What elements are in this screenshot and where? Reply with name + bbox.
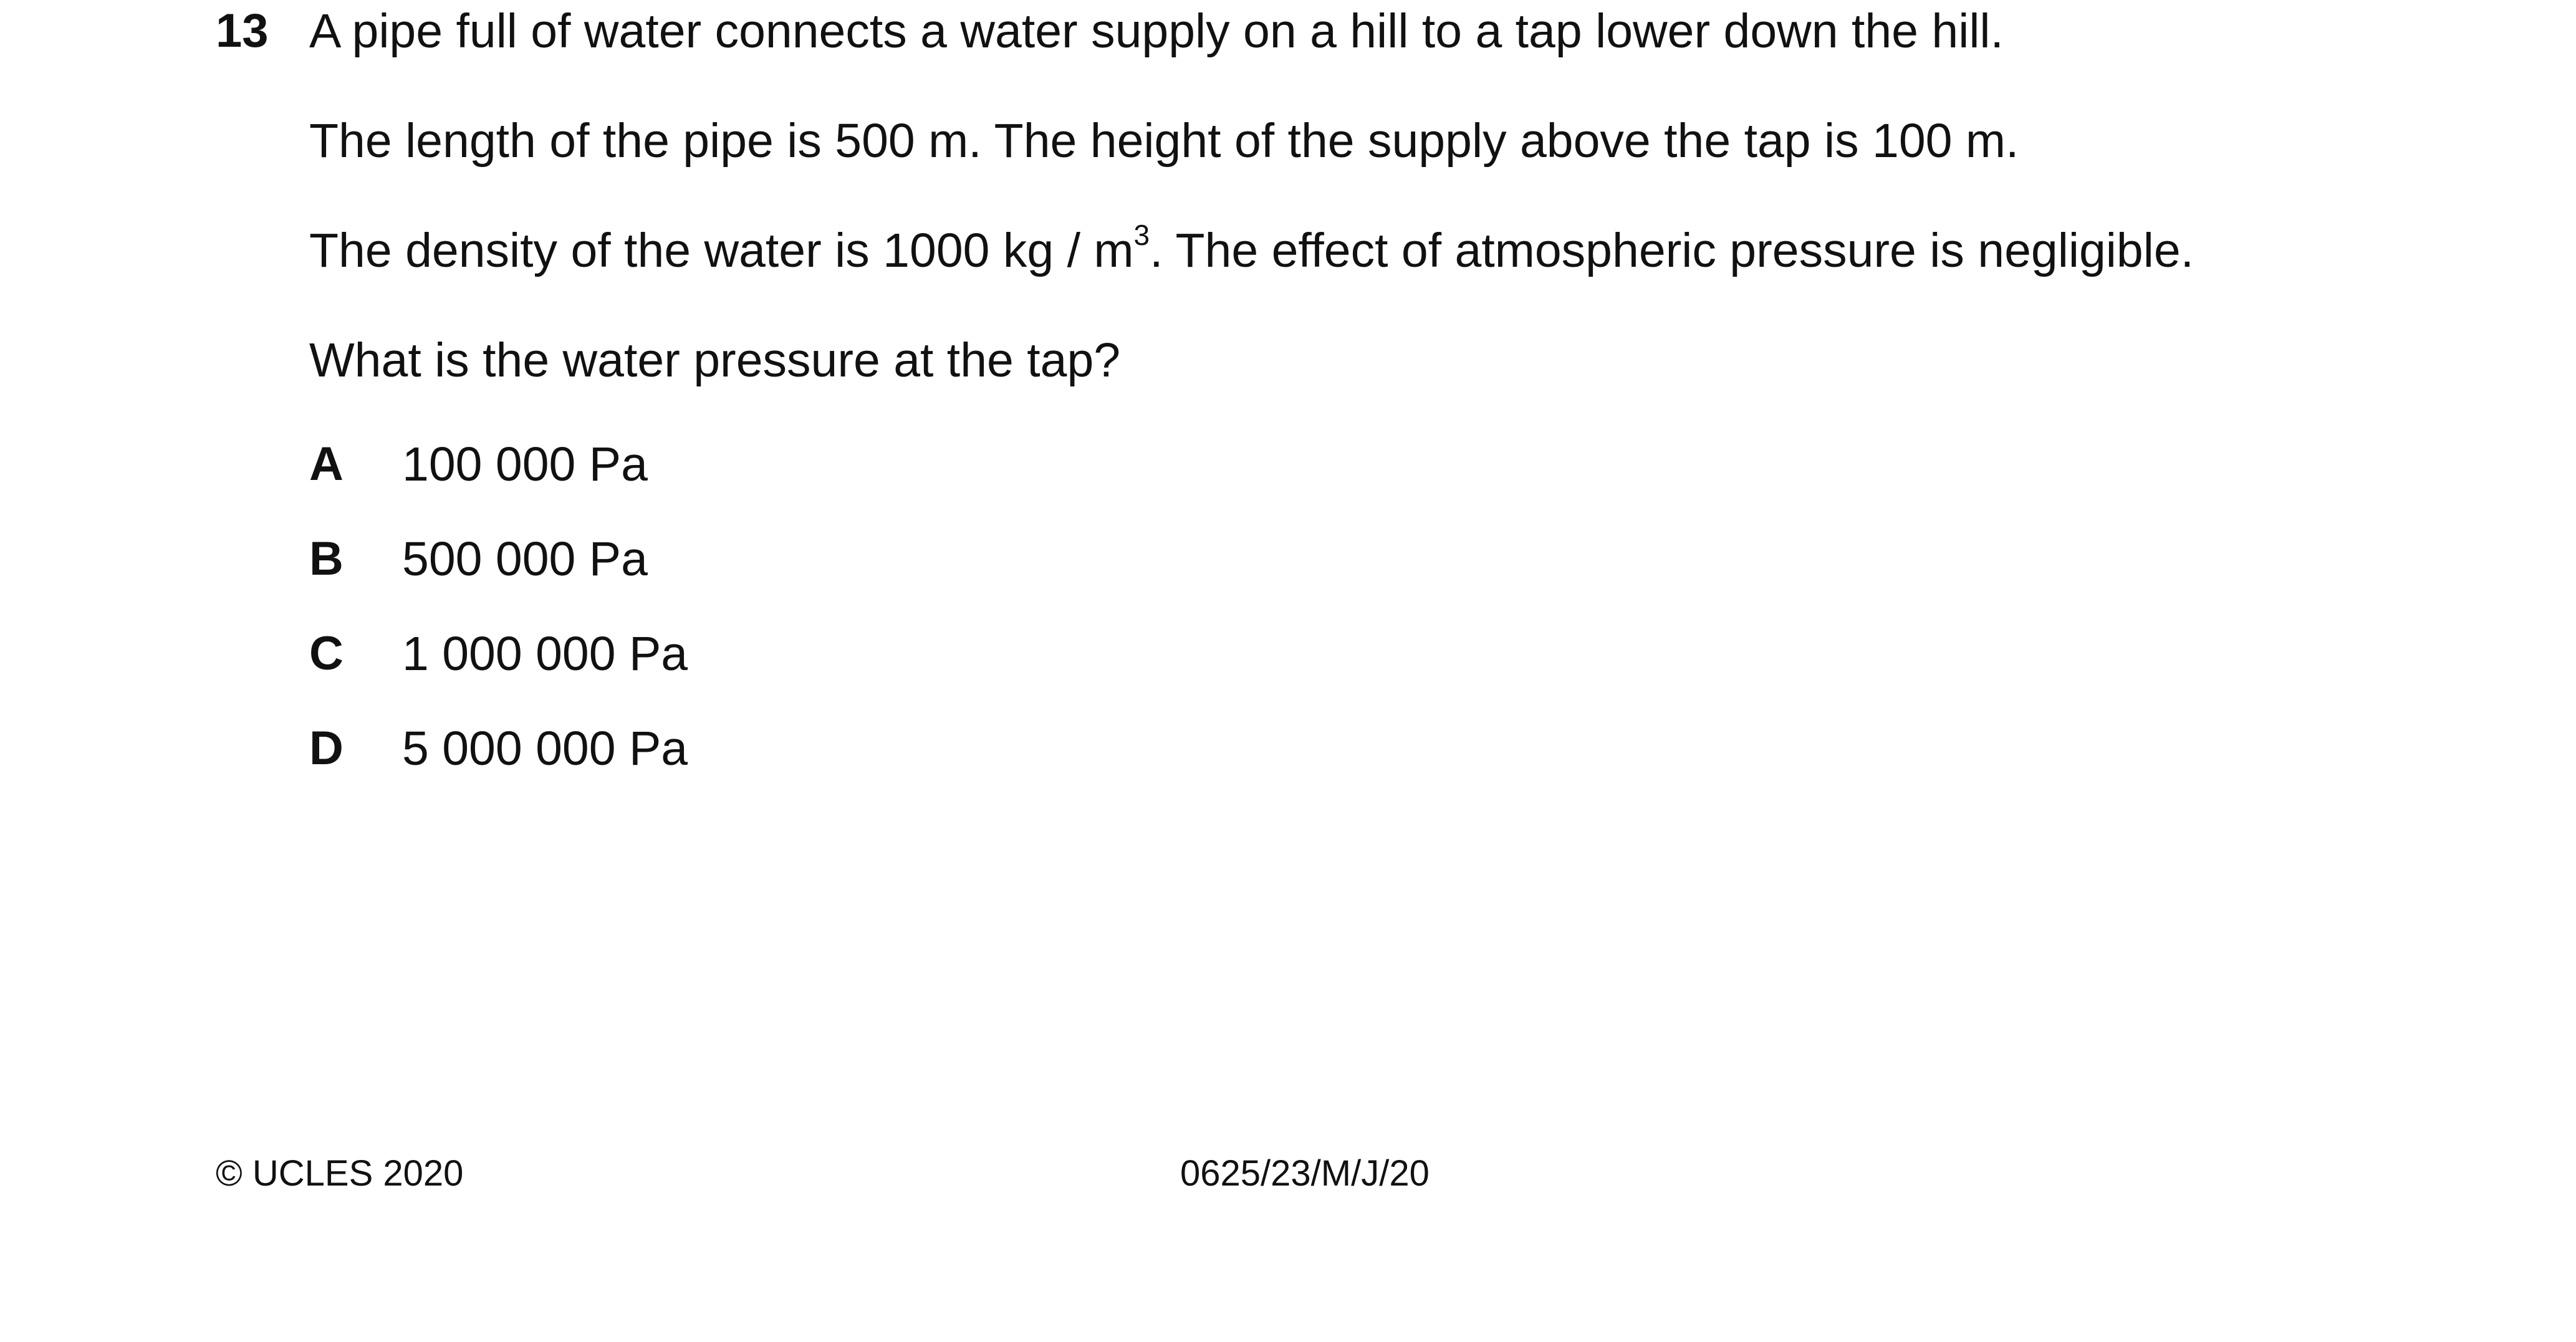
question-line-1: A pipe full of water connects a water supply on a hill to a tap lower down the hill. <box>309 4 2004 58</box>
density-superscript: 3 <box>1133 219 1150 252</box>
option-a-letter: A <box>309 438 344 491</box>
option-b-letter: B <box>309 532 344 585</box>
footer-copyright: © UCLES 2020 <box>216 1153 464 1194</box>
option-c-text: 1 000 000 Pa <box>402 627 688 681</box>
question-number: 13 <box>216 4 269 57</box>
density-text-after: . The effect of atmospheric pressure is negligible. <box>1150 224 2194 277</box>
question-prompt: What is the water pressure at the tap? <box>309 333 1121 387</box>
option-a-text: 100 000 Pa <box>402 438 648 491</box>
question-line-2: The length of the pipe is 500 m. The height of the supply above the tap is 100 m. <box>309 114 2019 168</box>
option-c-letter: C <box>309 627 344 680</box>
question-line-density <box>309 219 2194 279</box>
option-d-letter: D <box>309 722 344 775</box>
option-b-text: 500 000 Pa <box>402 532 648 586</box>
option-d-text: 5 000 000 Pa <box>402 722 688 775</box>
density-text-before: The density of the water is 1000 kg / m <box>309 224 1134 277</box>
footer-paper-code: 0625/23/M/J/20 <box>1180 1153 1430 1194</box>
